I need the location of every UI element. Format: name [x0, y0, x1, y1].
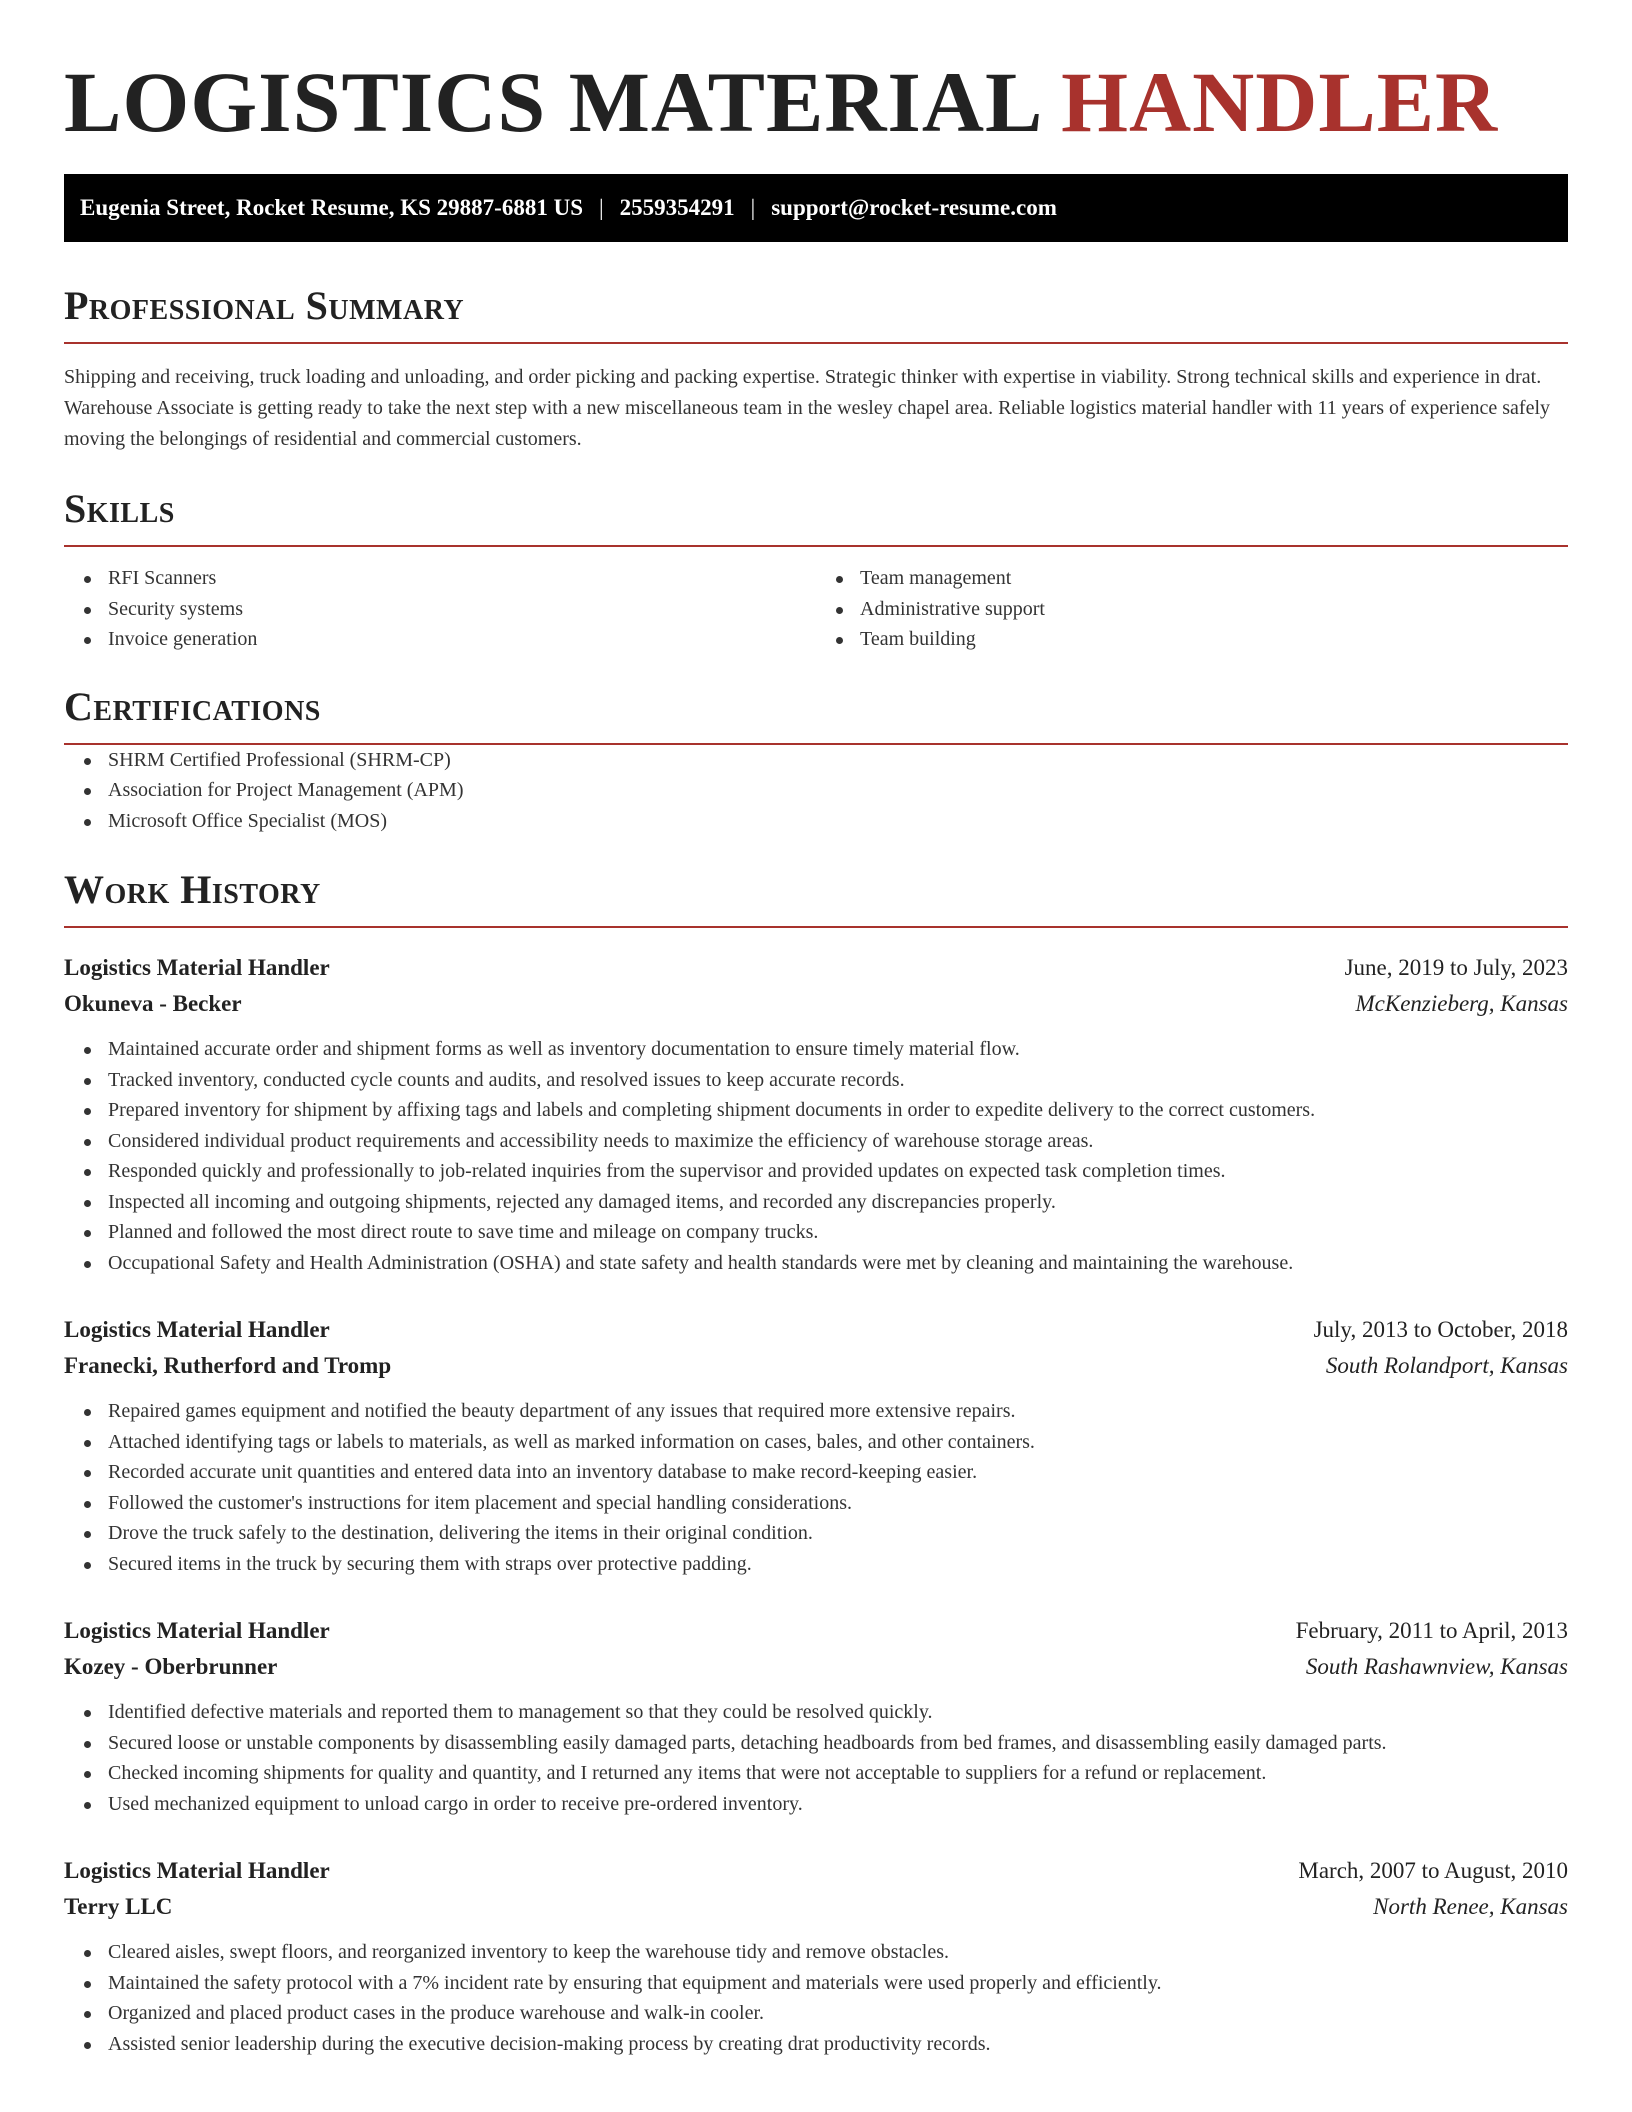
job-header-row: [64, 1613, 1568, 1649]
job-location: South Rashawnview, Kansas: [1305, 1654, 1568, 1679]
job-company-row: [64, 1649, 1568, 1685]
skill-item: RFI Scanners: [108, 563, 816, 594]
skill-item: Invoice generation: [108, 624, 816, 655]
work-history-section: [64, 866, 1568, 2059]
job-entry: [64, 1613, 1568, 1819]
certifications-section: [64, 683, 1568, 837]
job-header-row: [64, 1312, 1568, 1348]
job-duty-item: Drove the truck safely to the destination, delivering the items in their original condition.: [108, 1518, 1568, 1549]
job-duty-item: Used mechanized equipment to unload cargo in order to receive pre-ordered inventory.: [108, 1789, 1568, 1820]
job-company-row: [64, 986, 1568, 1022]
work-history-heading: Work History: [64, 866, 1568, 928]
job-duty-item: Tracked inventory, conducted cycle counts and audits, and resolved issues to keep accurate records.: [108, 1065, 1568, 1096]
certifications-list: [64, 745, 1568, 837]
skill-item: Administrative support: [860, 594, 1568, 625]
skill-item: Security systems: [108, 594, 816, 625]
contact-address: Eugenia Street, Rocket Resume, KS 29887-6881 US: [80, 195, 583, 220]
job-duty-item: Prepared inventory for shipment by affixing tags and labels and completing shipment documents in order to expedite delivery to the correct customers.: [108, 1095, 1568, 1126]
summary-text: Shipping and receiving, truck loading and unloading, and order picking and packing expertise. Strategic thinker with expertise in viability. Strong technical skills and experience in drat. Warehouse Associate is getting ready to take the next step with a new miscellaneous team in the wesley chapel area. Reliable logistics material handler with 11 years of experience safely moving the belongings of residential and commercial customers.: [64, 366, 1551, 450]
job-entry: [64, 1853, 1568, 2059]
skills-list-left: [64, 563, 816, 655]
job-company-row: [64, 1348, 1568, 1384]
job-duty-item: Planned and followed the most direct route to save time and mileage on company trucks.: [108, 1217, 1568, 1248]
skills-column-left: [64, 563, 816, 655]
job-duty-item: Maintained accurate order and shipment forms as well as inventory documentation to ensure timely material flow.: [108, 1034, 1568, 1065]
job-dates: March, 2007 to August, 2010: [1298, 1858, 1568, 1883]
certifications-heading: Certifications: [64, 683, 1568, 745]
job-duty-item: Cleared aisles, swept floors, and reorganized inventory to keep the warehouse tidy and remove obstacles.: [108, 1937, 1568, 1968]
job-header-row: [64, 950, 1568, 986]
job-duties-list: [64, 1937, 1568, 2059]
certification-item: SHRM Certified Professional (SHRM-CP): [108, 745, 1568, 776]
skills-grid: [64, 563, 1568, 655]
resume-name-title: [64, 52, 1568, 152]
job-dates: July, 2013 to October, 2018: [1313, 1317, 1568, 1342]
job-company: Okuneva - Becker: [64, 991, 242, 1016]
job-title: Logistics Material Handler: [64, 1858, 330, 1883]
job-duty-item: Recorded accurate unit quantities and entered data into an inventory database to make record-keeping easier.: [108, 1457, 1568, 1488]
job-duty-item: Occupational Safety and Health Administration (OSHA) and state safety and health standards were met by cleaning and maintaining the warehouse.: [108, 1248, 1568, 1279]
job-duties-list: [64, 1697, 1568, 1819]
job-duty-item: Inspected all incoming and outgoing shipments, rejected any damaged items, and recorded any discrepancies properly.: [108, 1187, 1568, 1218]
skills-column-right: [816, 563, 1568, 655]
job-entry: [64, 950, 1568, 1278]
job-company: Terry LLC: [64, 1894, 173, 1919]
job-duty-item: Secured items in the truck by securing them with straps over protective padding.: [108, 1549, 1568, 1580]
job-title: Logistics Material Handler: [64, 1317, 330, 1342]
job-dates: February, 2011 to April, 2013: [1295, 1618, 1568, 1643]
job-duties-list: [64, 1396, 1568, 1579]
job-duty-item: Considered individual product requirements and accessibility needs to maximize the efficiency of warehouse storage areas.: [108, 1126, 1568, 1157]
job-dates: June, 2019 to July, 2023: [1344, 955, 1568, 980]
skills-heading: Skills: [64, 485, 1568, 547]
skills-section: [64, 485, 1568, 655]
job-duty-item: Maintained the safety protocol with a 7% incident rate by ensuring that equipment and materials were used properly and efficiently.: [108, 1968, 1568, 1999]
job-duty-item: Checked incoming shipments for quality and quantity, and I returned any items that were not acceptable to suppliers for a refund or replacement.: [108, 1758, 1568, 1789]
job-duty-item: Followed the customer's instructions for item placement and special handling considerations.: [108, 1488, 1568, 1519]
job-duty-item: Identified defective materials and reported them to management so that they could be resolved quickly.: [108, 1697, 1568, 1728]
contact-separator: |: [599, 195, 604, 220]
job-duty-item: Repaired games equipment and notified the beauty department of any issues that required more extensive repairs.: [108, 1396, 1568, 1427]
job-company-row: [64, 1889, 1568, 1925]
certification-item: Association for Project Management (APM): [108, 775, 1568, 806]
skill-item: Team building: [860, 624, 1568, 655]
name-title-accent: HANDLER: [1061, 54, 1499, 150]
certification-item: Microsoft Office Specialist (MOS): [108, 806, 1568, 837]
job-header-row: [64, 1853, 1568, 1889]
job-company: Kozey - Oberbrunner: [64, 1654, 278, 1679]
job-duty-item: Secured loose or unstable components by disassembling easily damaged parts, detaching headboards from bed frames, and disassembling easily damaged parts.: [108, 1728, 1568, 1759]
job-location: South Rolandport, Kansas: [1325, 1353, 1568, 1378]
job-duty-item: Organized and placed product cases in the produce warehouse and walk-in cooler.: [108, 1998, 1568, 2029]
job-company: Franecki, Rutherford and Tromp: [64, 1353, 392, 1378]
job-duty-item: Attached identifying tags or labels to materials, as well as marked information on cases, bales, and other containers.: [108, 1427, 1568, 1458]
job-title: Logistics Material Handler: [64, 1618, 330, 1643]
contact-bar: [64, 174, 1568, 242]
name-title-primary: LOGISTICS MATERIAL: [64, 54, 1039, 150]
job-location: McKenzieberg, Kansas: [1355, 991, 1568, 1016]
job-entry: [64, 1312, 1568, 1579]
summary-section: [64, 282, 1568, 455]
job-duty-item: Responded quickly and professionally to job-related inquiries from the supervisor and provided updates on expected task completion times.: [108, 1156, 1568, 1187]
contact-separator: |: [750, 195, 756, 220]
job-duties-list: [64, 1034, 1568, 1278]
summary-heading: Professional Summary: [64, 282, 1568, 344]
job-duty-item: Assisted senior leadership during the executive decision-making process by creating drat productivity records.: [108, 2029, 1568, 2060]
job-title: Logistics Material Handler: [64, 955, 330, 980]
skill-item: Team management: [860, 563, 1568, 594]
job-location: North Renee, Kansas: [1373, 1894, 1568, 1919]
skills-list-right: [816, 563, 1568, 655]
contact-email: support@rocket-resume.com: [771, 195, 1057, 220]
contact-phone: 2559354291: [619, 195, 735, 220]
